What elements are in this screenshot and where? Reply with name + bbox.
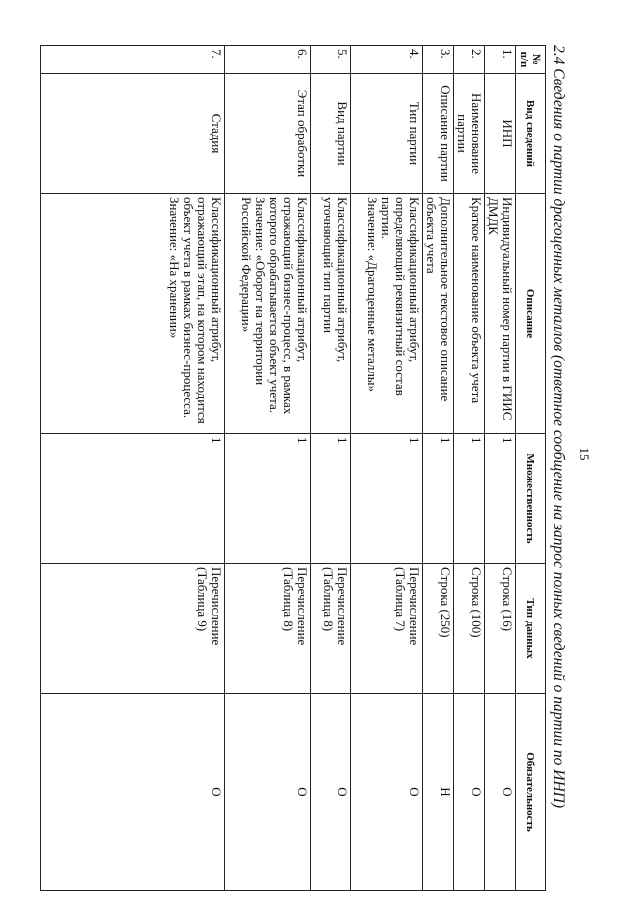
row-data-type: Перечисление (Таблица 7) (351, 564, 423, 694)
header-multiplicity: Множественность (516, 434, 546, 564)
row-num: 2. (454, 46, 485, 74)
row-num: 7. (41, 46, 225, 74)
table-row (351, 46, 423, 891)
row-kind: Тип партии (351, 74, 423, 194)
row-required: О (311, 694, 351, 891)
table-row (423, 46, 454, 891)
row-required: О (454, 694, 485, 891)
row-multiplicity: 1 (41, 434, 225, 564)
row-kind: ИНП (485, 74, 516, 194)
row-required: О (485, 694, 516, 891)
row-description: Классификационный атрибут, уточняющий тип партии (311, 194, 351, 434)
row-required: О (351, 694, 423, 891)
row-data-type: Перечисление (Таблица 8) (311, 564, 351, 694)
row-data-type: Перечисление (Таблица 9) (41, 564, 225, 694)
row-num: 4. (351, 46, 423, 74)
row-num: 3. (423, 46, 454, 74)
header-required: Обязательность (516, 694, 546, 891)
row-multiplicity: 1 (225, 434, 311, 564)
table-row (41, 46, 225, 891)
row-data-type: Строка (16) (485, 564, 516, 694)
table-header-row (516, 46, 546, 891)
row-kind: Описание партии (423, 74, 454, 194)
row-data-type: Строка (250) (423, 564, 454, 694)
row-num: 6. (225, 46, 311, 74)
row-data-type: Перечисление (Таблица 8) (225, 564, 311, 694)
row-multiplicity: 1 (485, 434, 516, 564)
table-row (225, 46, 311, 891)
row-multiplicity: 1 (454, 434, 485, 564)
row-description: Классификационный атрибут, определяющий реквизитный состав партии. Значение: «Драгоценные металлы» (351, 194, 423, 434)
row-multiplicity: 1 (311, 434, 351, 564)
row-description: Краткое наименование объекта учета (454, 194, 485, 434)
data-table (40, 45, 546, 891)
row-multiplicity: 1 (423, 434, 454, 564)
table-caption: 2.4 Сведения о партии драгоценных металлов (ответное сообщение на запрос полных сведений о партии по ИНП) (550, 45, 567, 809)
page-number: 15 (577, 447, 592, 461)
row-num: 5. (311, 46, 351, 74)
row-kind: Вид партии (311, 74, 351, 194)
row-description: Классификационный атрибут, отражающий бизнес-процесс, в рамках которого обрабатывается объект учета. Значение: «Оборот на территории Российской Федерации» (225, 194, 311, 434)
row-kind: Этап обработки (225, 74, 311, 194)
row-multiplicity: 1 (351, 434, 423, 564)
row-required: О (41, 694, 225, 891)
row-kind: Наименование партии (454, 74, 485, 194)
row-description: Индивидуальный номер партии в ГИИС ДМДК (485, 194, 516, 434)
row-kind: Стадия (41, 74, 225, 194)
row-description: Классификационный атрибут, отражающий этап, на котором находится объект учета в рамках бизнес-процесса. Значение: «На хранении» (41, 194, 225, 434)
header-data-type: Тип данных (516, 564, 546, 694)
row-num: 1. (485, 46, 516, 74)
header-kind: Вид сведений (516, 74, 546, 194)
row-required: О (225, 694, 311, 891)
table-row (454, 46, 485, 891)
table-row (311, 46, 351, 891)
row-description: Дополнительное текстовое описание объекта учета (423, 194, 454, 434)
header-description: Описание (516, 194, 546, 434)
table-row (485, 46, 516, 891)
row-data-type: Строка (100) (454, 564, 485, 694)
row-required: Н (423, 694, 454, 891)
rotated-page-content (63, 45, 568, 890)
header-num: № п/п (516, 46, 546, 74)
